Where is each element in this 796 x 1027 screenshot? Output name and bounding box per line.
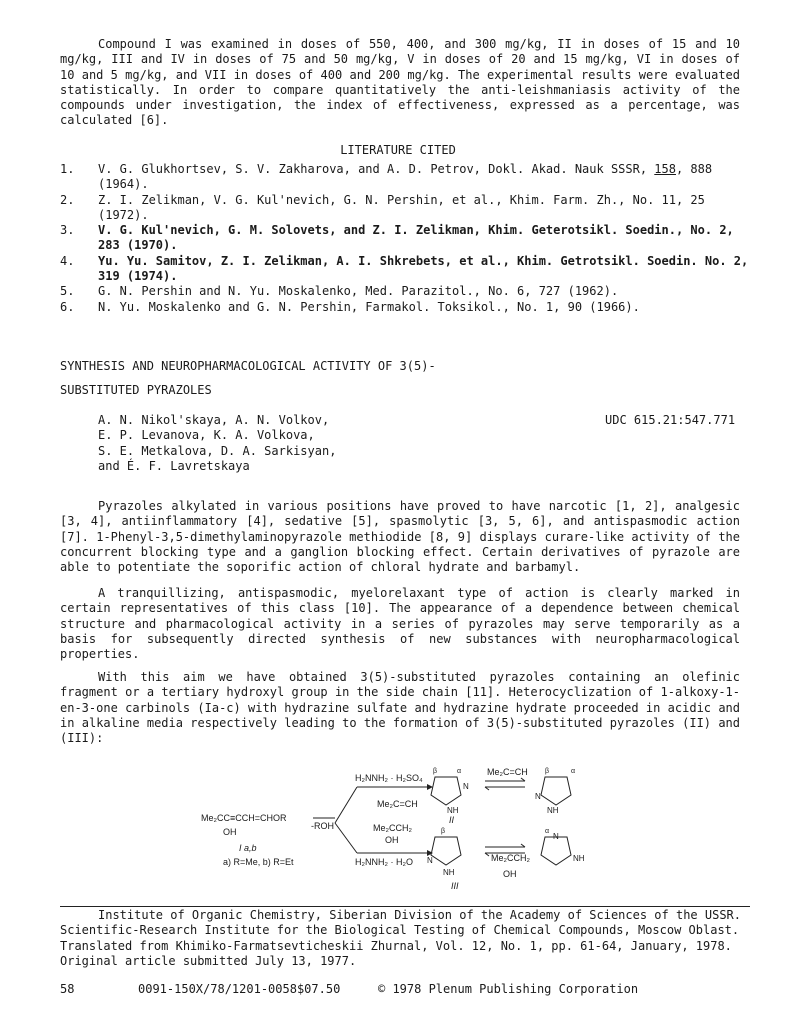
article-title-line-1: SYNTHESIS AND NEUROPHARMACOLOGICAL ACTIVITY OF 3(5)- — [60, 359, 436, 373]
article-code: 0091-150X/78/1201-0058$07.50 — [138, 982, 341, 996]
svg-text:-ROH: -ROH — [311, 821, 334, 831]
pyrazole-ring-icon — [431, 837, 461, 865]
svg-text:N: N — [463, 782, 469, 791]
literature-heading: LITERATURE CITED — [340, 143, 456, 157]
reference-item: 1. V. G. Glukhortsev, S. V. Zakharova, and A. D. Petrov, Dokl. Akad. Nauk SSSR, 158, 888 (1964). — [60, 162, 713, 192]
author-list: A. N. Nikol'skaya, A. N. Volkov, E. P. Levanova, K. A. Volkova, S. E. Metkalova, D. A. Sarkisyan, and É. F. Lavretskaya — [98, 413, 337, 473]
svg-text:β: β — [545, 768, 550, 775]
svg-text:N: N — [427, 856, 433, 865]
svg-text:OH: OH — [223, 827, 237, 837]
pyrazole-ring-icon — [541, 777, 571, 805]
svg-text:Me₂CCH₂: Me₂CCH₂ — [491, 853, 530, 863]
svg-text:Me₂C=CH: Me₂C=CH — [377, 799, 418, 809]
svg-text:OH: OH — [503, 869, 517, 879]
reference-item: 2. Z. I. Zelikman, V. G. Kul'nevich, G. N. Pershin, et al., Khim. Farm. Zh., No. 11, 25 (1972). — [60, 192, 705, 222]
pyrazole-ring-icon — [431, 777, 461, 805]
svg-text:α: α — [545, 828, 550, 835]
body-paragraph: A tranquillizing, antispasmodic, myelorelaxant type of action is clearly marked in certain representatives of this class [10]. The appearance of a dependence between chemical structure and pharmacological activity in a series of pyrazoles may serve temporarily as a basis for subsequently directed synthesis of new substances with neuropharmacological properties. — [60, 586, 740, 662]
body-paragraph: Pyrazoles alkylated in various positions have proved to have narcotic [1, 2], analgesic [3, 4], antiinflammatory [4], sedative [5], spasmolytic [3, 5, 6], and antispasmodic action [7]. 1-Phenyl-3,5-dimethylaminopyrazole methiodide [8, 9] displays curare-like activity of the concurrent blocking type and a ganglion blocking effect. Certain derivatives of pyrazole are able to potentiate the soporific action of chloral hydrate and barbamyl. — [60, 499, 740, 575]
svg-text:Me₂CCH₂: Me₂CCH₂ — [373, 823, 412, 833]
svg-text:N: N — [553, 832, 559, 841]
footnote-divider — [60, 906, 750, 907]
lower-branch-line — [335, 823, 357, 853]
footnote: Institute of Organic Chemistry, Siberian Division of the Academy of Sciences of the USSR. Scientific-Research Institute for the Biological Testing of Chemical Compounds, Moscow Oblast. Translated from Khimiko-Farmatsevticheskii Zhurnal, Vol. 12, No. 1, pp. 61-64, January, 1978. Original article submitted July 13, 1977. — [60, 908, 741, 968]
reactant-formula: Me₂CC≡CCH=CHOR — [201, 813, 287, 823]
copyright-notice: © 1978 Plenum Publishing Corporation — [378, 982, 639, 996]
reference-list — [60, 162, 750, 315]
svg-text:α: α — [571, 768, 576, 775]
svg-text:β: β — [441, 828, 446, 835]
svg-text:NH: NH — [443, 868, 455, 877]
svg-text:I a,b: I a,b — [239, 843, 257, 853]
svg-text:N: N — [535, 792, 541, 801]
upper-branch-line — [335, 787, 357, 823]
svg-text:NH: NH — [573, 854, 585, 863]
reference-item: 4. Yu. Yu. Samitov, Z. I. Zelikman, A. I. Shkrebets, et al., Khim. Getrotsikl. Soedin. No. 2, 319 (1974). — [60, 253, 749, 284]
svg-text:OH: OH — [385, 835, 399, 845]
svg-text:α: α — [457, 768, 462, 775]
page-number: 58 — [60, 982, 75, 996]
svg-text:Me₂C=CH: Me₂C=CH — [487, 767, 528, 777]
svg-text:H₂NNH₂ · H₂O: H₂NNH₂ · H₂O — [355, 857, 413, 867]
article-title-line-2: SUBSTITUTED PYRAZOLES — [60, 383, 212, 397]
reference-item: 3. V. G. Kul'nevich, G. M. Solovets, and Z. I. Zelikman, Khim. Geterotsikl. Soedin., No. 2, 283 (1970). — [60, 223, 734, 253]
svg-text:β: β — [433, 768, 438, 775]
svg-text:NH: NH — [447, 806, 459, 815]
reaction-scheme — [195, 755, 595, 895]
body-paragraph: With this aim we have obtained 3(5)-substituted pyrazoles containing an olefinic fragment or a tertiary hydroxyl group in the side chain [11]. Heterocyclization of 1-alkoxy-1-en-3-one carbinols (Ia-c) with hydrazine sulfate and hydrazine hydrate proceeded in acidic and in alkaline media respectively leading to the formation of 3(5)-substituted pyrazoles (II) and (III): — [60, 670, 740, 746]
pyrazole-ring-icon — [541, 837, 571, 865]
svg-text:III: III — [451, 881, 459, 891]
reference-item: 5. G. N. Pershin and N. Yu. Moskalenko, Med. Parazitol., No. 6, 727 (1962). — [60, 284, 619, 299]
reference-item: 6. N. Yu. Moskalenko and G. N. Pershin, Farmakol. Toksikol., No. 1, 90 (1966). — [60, 299, 640, 314]
svg-text:a) R=Me, b) R=Et: a) R=Me, b) R=Et — [223, 857, 294, 867]
intro-paragraph: Compound I was examined in doses of 550, 400, and 300 mg/kg, II in doses of 15 and 10 mg/kg, III and IV in doses of 75 and 50 mg/kg, V in doses of 20 and 15 mg/kg, VI in doses of 10 and 5 mg/kg, and VII in doses of 400 and 200 mg/kg. The experimental results were evaluated statistically. In order to compare quantitatively the anti-leishmaniasis activity of the compounds under investigation, the index of effectiveness, expressed as a percentage, was calculated [6]. — [60, 37, 740, 128]
svg-text:NH: NH — [547, 806, 559, 815]
udc-code: UDC 615.21:547.771 — [605, 413, 736, 427]
svg-text:II: II — [449, 815, 455, 825]
svg-text:H₂NNH₂ · H₂SO₄: H₂NNH₂ · H₂SO₄ — [355, 773, 423, 783]
